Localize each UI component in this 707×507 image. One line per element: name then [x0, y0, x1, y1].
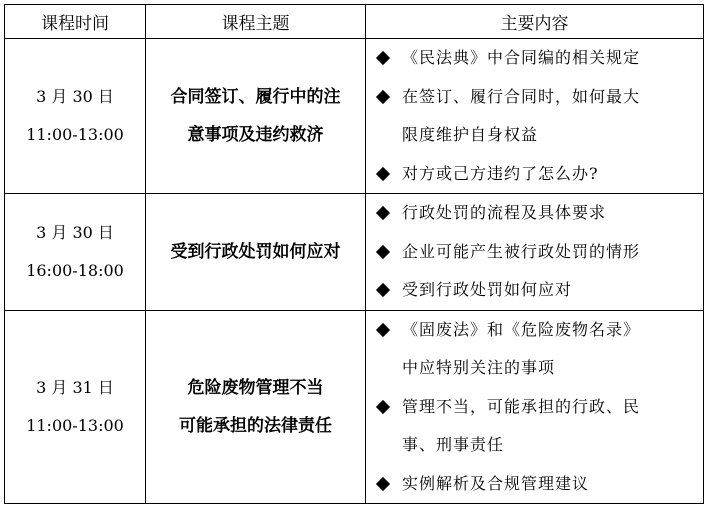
diamond-bullet-icon	[376, 51, 390, 65]
diamond-bullet-icon	[376, 476, 390, 490]
content-item	[374, 311, 699, 388]
content-line: 行政处罚的流程及具体要求	[402, 203, 607, 222]
diamond-bullet-icon	[376, 166, 390, 180]
course-topic-cell	[146, 310, 366, 504]
diamond-bullet-icon	[376, 89, 390, 103]
content-item	[374, 155, 699, 194]
course-date: 3 月 31 日	[36, 377, 114, 397]
course-time-cell	[5, 310, 146, 504]
course-time-cell	[5, 39, 146, 194]
course-hours: 11:00-13:00	[26, 125, 124, 144]
diamond-bullet-icon	[376, 399, 390, 413]
content-line: 实例解析及合规管理建议	[402, 473, 590, 493]
table-header-row	[5, 5, 704, 39]
course-topic-cell	[146, 194, 366, 311]
topic-line: 危险废物管理不当	[187, 377, 324, 398]
content-list	[374, 311, 699, 504]
course-hours: 11:00-13:00	[26, 415, 124, 435]
content-line: 《民法典》中合同编的相关规定	[402, 48, 641, 67]
header-course-topic: 课程主题	[146, 5, 366, 39]
content-line: 事、刑事责任	[402, 435, 505, 454]
course-content-cell	[366, 194, 704, 311]
content-line: 限度维护自身权益	[402, 125, 539, 144]
content-item	[374, 465, 699, 504]
topic-line: 意事项及违约救济	[187, 125, 324, 145]
content-line: 对方或己方违约了怎么办?	[402, 163, 599, 183]
course-date: 3 月 30 日	[36, 87, 114, 106]
table-row	[5, 310, 704, 504]
content-line: 在签订、履行合同时，如何最大	[402, 86, 641, 106]
course-schedule-table	[4, 4, 704, 504]
header-main-content: 主要内容	[366, 5, 704, 39]
course-hours: 16:00-18:00	[26, 260, 124, 280]
table-row	[5, 39, 704, 194]
content-line: 受到行政处罚如何应对	[402, 280, 573, 299]
diamond-bullet-icon	[376, 244, 390, 258]
content-item	[374, 194, 699, 233]
content-item	[374, 271, 699, 310]
course-content-cell	[366, 39, 704, 194]
topic-line: 合同签订、履行中的注	[170, 87, 341, 107]
course-time-cell	[5, 194, 146, 311]
diamond-bullet-icon	[376, 206, 390, 220]
header-course-time: 课程时间	[5, 5, 146, 39]
diamond-bullet-icon	[376, 283, 390, 297]
content-item	[374, 78, 699, 155]
content-list	[374, 39, 699, 193]
content-line: 管理不当，可能承担的行政、民	[402, 396, 641, 416]
course-date: 3 月 30 日	[36, 222, 114, 242]
course-topic-cell	[146, 39, 366, 194]
diamond-bullet-icon	[376, 322, 390, 336]
table-row	[5, 194, 704, 311]
course-content-cell	[366, 310, 704, 504]
topic-line: 可能承担的法律责任	[179, 415, 332, 436]
content-line: 中应特别关注的事项	[402, 358, 556, 377]
content-item	[374, 388, 699, 465]
content-list	[374, 194, 699, 310]
content-item	[374, 39, 699, 78]
content-line: 企业可能产生被行政处罚的情形	[402, 241, 641, 261]
topic-line: 受到行政处罚如何应对	[170, 241, 341, 262]
content-item	[374, 233, 699, 272]
content-line: 《固废法》和《危险废物名录》	[402, 319, 641, 339]
